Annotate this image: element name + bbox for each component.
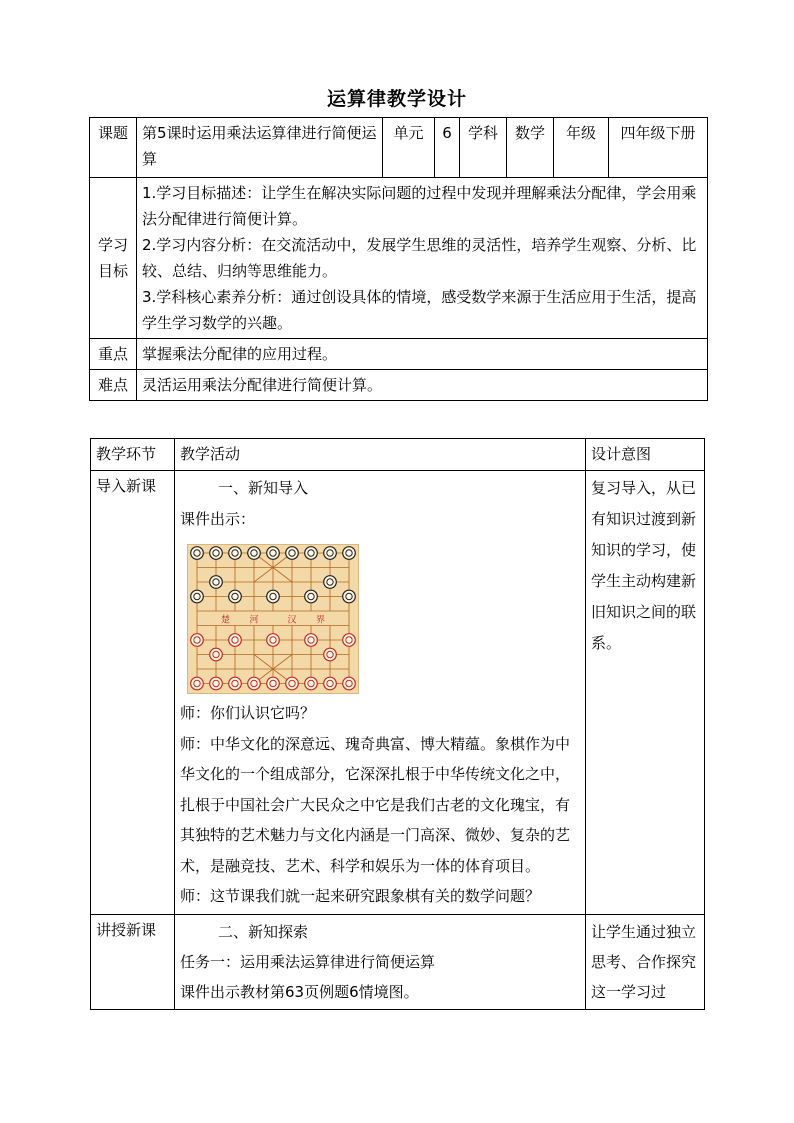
chess-piece (286, 547, 299, 560)
section-heading: 一、新知导入 (218, 479, 309, 497)
chess-piece (286, 677, 299, 690)
activity-new (175, 914, 586, 1009)
chess-piece (305, 547, 318, 560)
chess-piece (191, 634, 204, 647)
chess-piece (191, 590, 204, 603)
chess-piece (343, 590, 356, 603)
subject-label: 学科 (460, 118, 507, 178)
chess-piece (191, 547, 204, 560)
chess-piece (305, 677, 318, 690)
chess-piece (229, 547, 242, 560)
chess-piece (324, 576, 337, 589)
chess-piece (267, 634, 280, 647)
stage-intro: 导入新课 (91, 471, 175, 915)
subject-value: 数学 (507, 118, 554, 178)
chess-piece (210, 648, 223, 661)
course-value: 第5课时运用乘法运算律进行简便运算 (137, 118, 383, 178)
line: 师：中华文化的深意远、瑰奇典富、博大精蕴。象棋作为中华文化的一个组成部分，它深深扎根于中华传统文化之中，扎根于中国社会广大民众之中它是我们古老的文化瑰宝，有其独特的艺术魅力与文化内涵是一门高深、微妙、复杂的艺术，是融竞技、艺术、科学和娱乐为一体的体育项目。 (180, 734, 571, 875)
intent-new: 让学生通过独立思考、合作探究这一学习过 (586, 914, 705, 1009)
goal-item: 2.学习内容分析：在交流活动中，发展学生思维的灵活性，培养学生观察、分析、比较、总结、归纳等思维能力。 (142, 236, 697, 280)
page-title: 运算律教学设计 (326, 88, 467, 110)
chess-piece (248, 677, 261, 690)
chess-piece (324, 547, 337, 560)
river-text: 界 (315, 615, 326, 626)
goal-item: 1.学习目标描述：让学生在解决实际问题的过程中发现并理解乘法分配律，学会用乘法分配律进行简便计算。 (142, 184, 697, 228)
chess-piece (305, 590, 318, 603)
chess-piece (343, 547, 356, 560)
chess-piece (229, 590, 242, 603)
course-label: 课题 (90, 118, 137, 178)
intent-intro: 复习导入，从已有知识过渡到新知识的学习，使学生主动构建新旧知识之间的联系。 (586, 471, 705, 915)
stage-new: 讲授新课 (91, 914, 175, 1009)
section-heading: 二、新知探索 (218, 922, 309, 941)
show-text: 课件出示教材第63页例题6情境图。 (180, 982, 419, 1001)
chess-piece (324, 677, 337, 690)
chess-piece (210, 576, 223, 589)
chess-piece (210, 677, 223, 690)
chess-piece (267, 547, 280, 560)
river-text: 河 (249, 615, 259, 626)
chess-piece (229, 677, 242, 690)
unit-value: 6 (435, 118, 460, 178)
chess-piece (248, 547, 261, 560)
info-table (89, 117, 708, 401)
river-text: 汉 (287, 615, 297, 626)
plan-table (90, 438, 705, 1010)
task-text: 任务一：运用乘法运算律进行简便运算 (180, 952, 436, 971)
chess-piece (324, 648, 337, 661)
goals-label: 学习 目标 (90, 178, 137, 339)
header-activity: 教学活动 (175, 439, 586, 471)
goals-content (137, 178, 708, 339)
chess-piece (305, 634, 318, 647)
difficulty-label: 难点 (90, 370, 137, 401)
difficulty-value: 灵活运用乘法分配律进行简便计算。 (137, 370, 708, 401)
chess-piece (267, 590, 280, 603)
activity-intro (175, 471, 586, 915)
header-stage: 教学环节 (91, 439, 175, 471)
grade-value: 四年级下册 (609, 118, 708, 178)
unit-label: 单元 (383, 118, 435, 178)
key-value: 掌握乘法分配律的应用过程。 (137, 339, 708, 370)
chess-piece (229, 634, 242, 647)
goal-item: 3.学科核心素养分析：通过创设具体的情境，感受数学来源于生活应用于生活，提高学生学习数学的兴趣。 (142, 288, 697, 332)
show-text: 课件出示： (180, 509, 256, 528)
river-text: 楚 (220, 615, 231, 626)
grade-label: 年级 (554, 118, 609, 178)
key-label: 重点 (90, 339, 137, 370)
chess-piece (191, 677, 204, 690)
line: 师：这节课我们就一起来研究跟象棋有关的数学问题？ (180, 887, 541, 905)
chess-piece (210, 547, 223, 560)
chess-piece (267, 677, 280, 690)
chess-piece (343, 634, 356, 647)
chess-board-image (187, 544, 359, 694)
chess-piece (343, 677, 356, 690)
header-intent: 设计意图 (586, 439, 705, 471)
line: 师：你们认识它吗？ (180, 704, 316, 722)
